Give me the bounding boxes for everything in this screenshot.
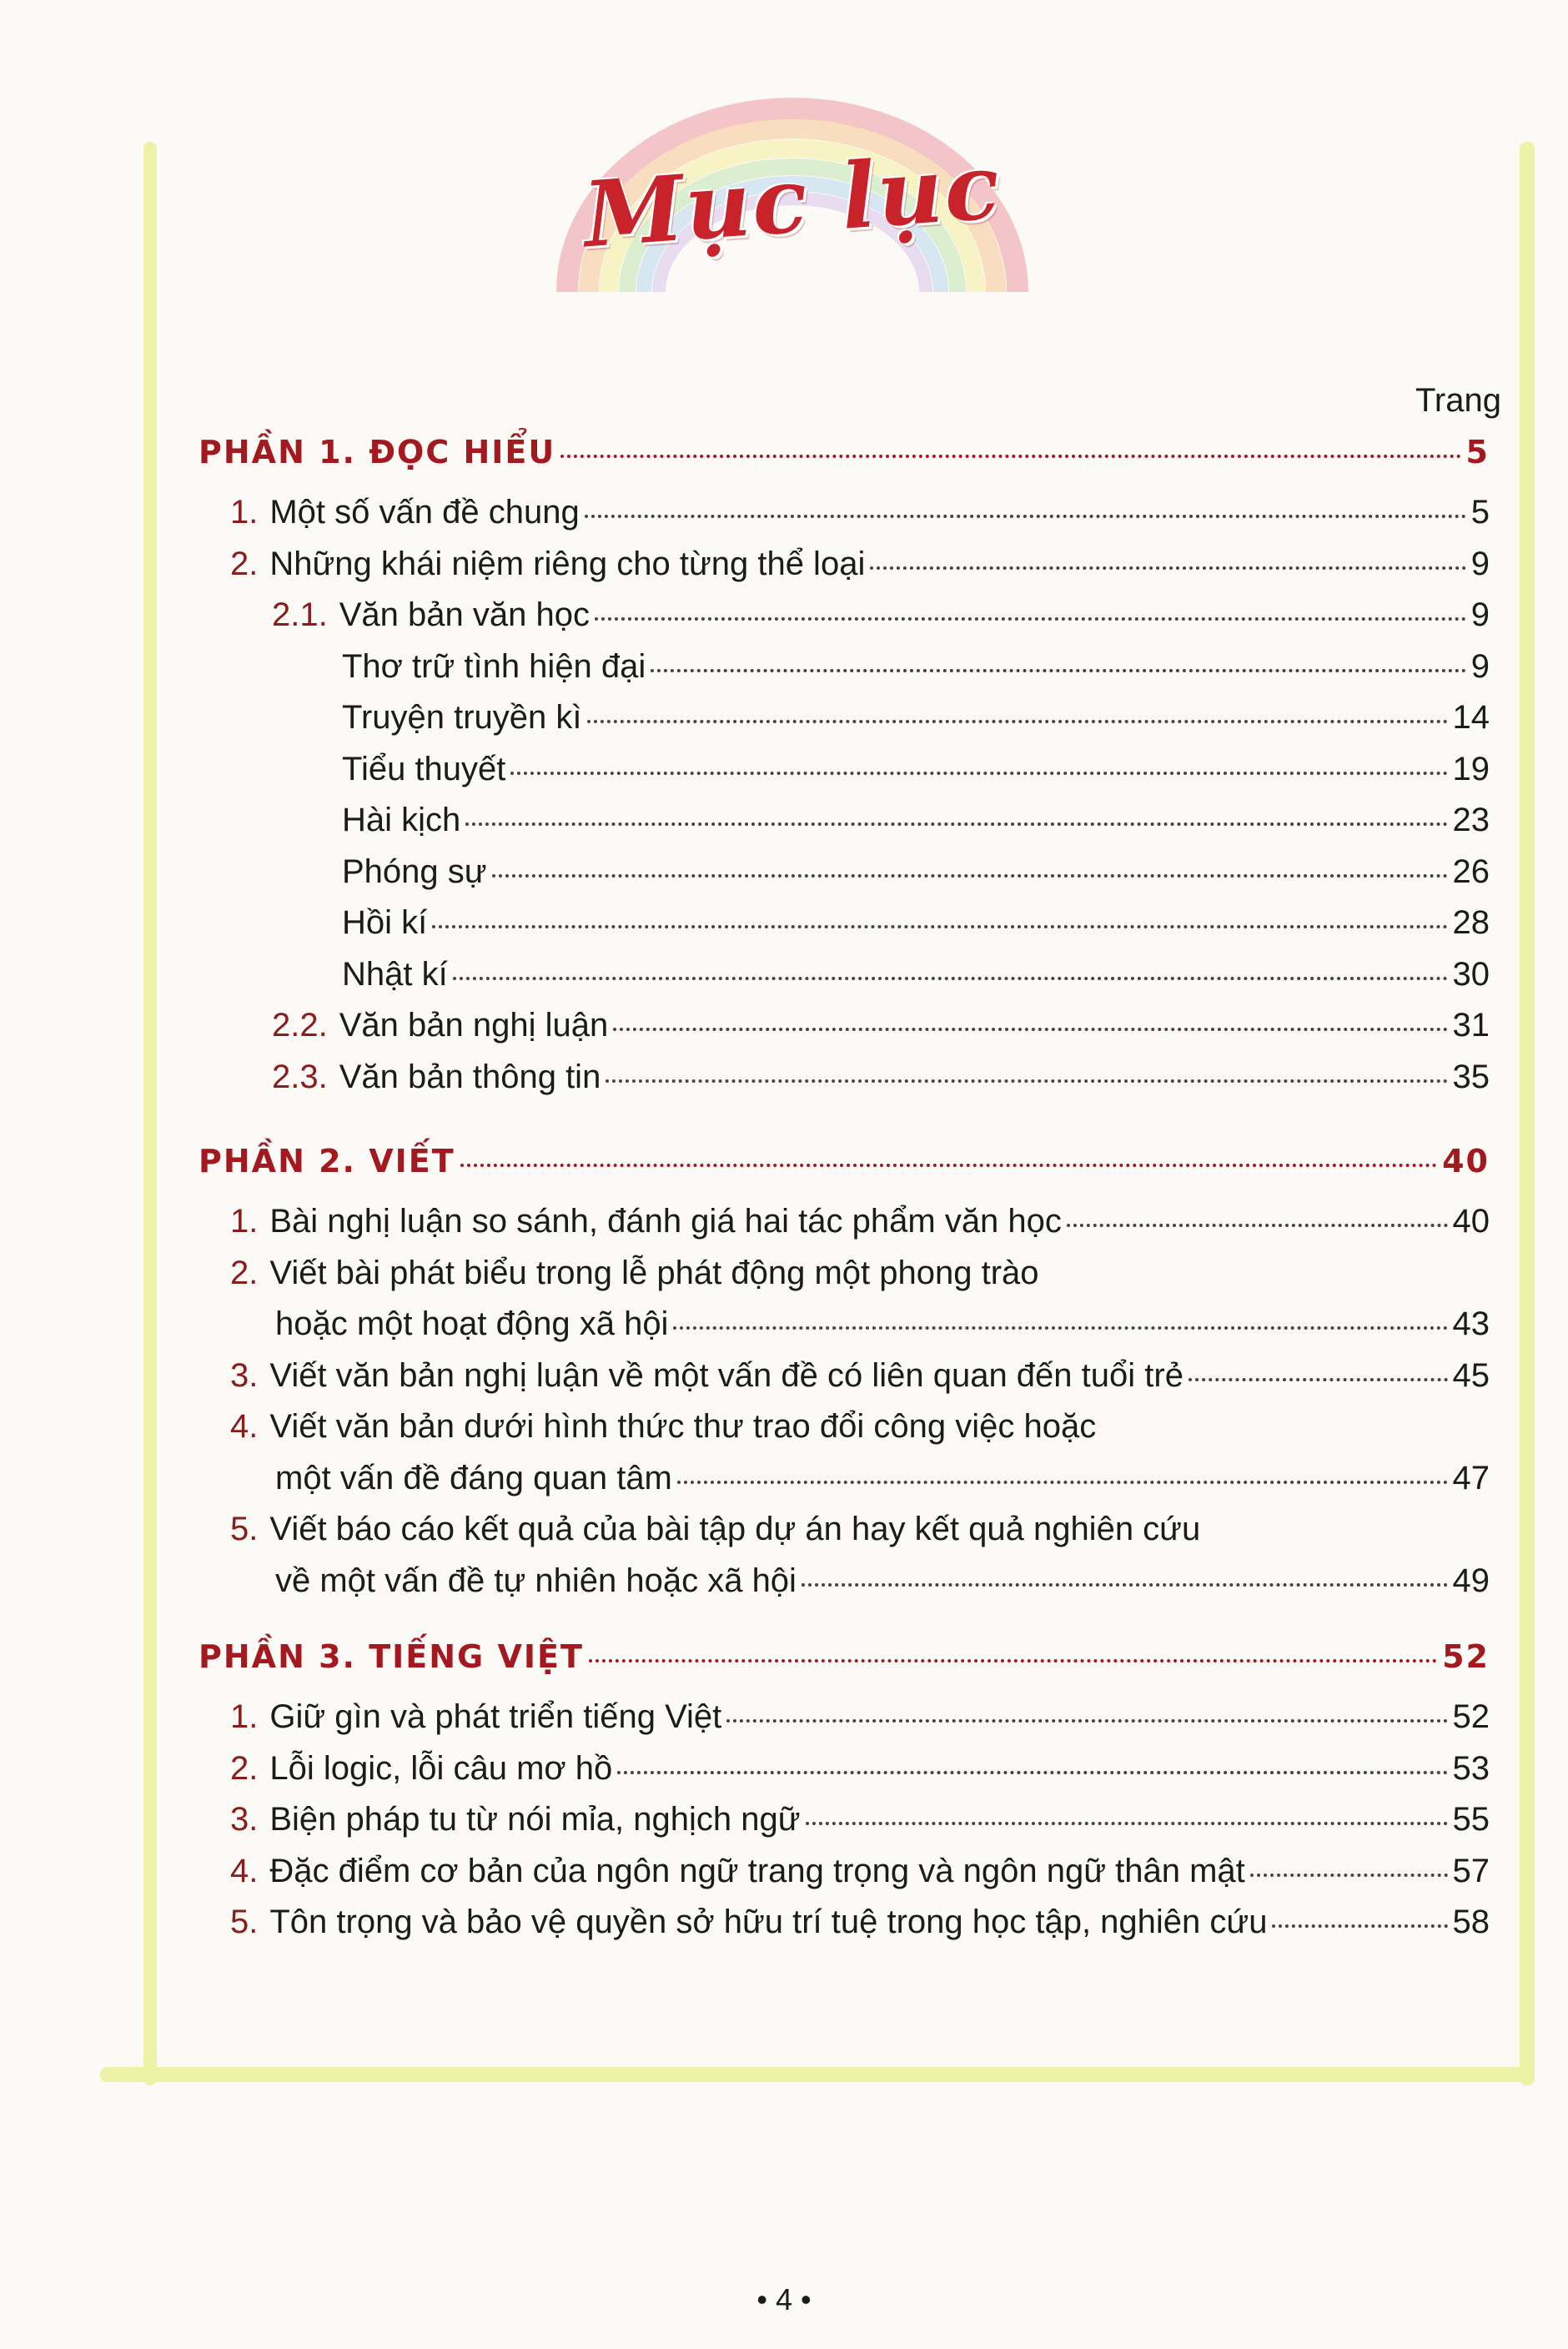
- frame-bottom-bar: [100, 2067, 1535, 2082]
- entry-label: hoặc một hoạt động xã hội: [275, 1305, 669, 1342]
- toc-entry[interactable]: [272, 1059, 1490, 1096]
- section-heading[interactable]: [199, 1143, 1490, 1180]
- dot-leader: [613, 1028, 1447, 1031]
- dot-leader: [453, 977, 1448, 980]
- toc-entry[interactable]: [230, 1511, 1200, 1548]
- entry-label: Viết văn bản nghị luận về một vấn đề có liên quan đến tuổi trẻ: [269, 1356, 1184, 1394]
- dot-leader: [560, 455, 1460, 458]
- item-number: 2.: [230, 1749, 259, 1787]
- page-ref: 35: [1452, 1058, 1490, 1095]
- dot-leader: [492, 874, 1448, 878]
- page-ref: 57: [1452, 1852, 1490, 1889]
- page-ref: 58: [1452, 1904, 1490, 1940]
- item-number: 3.: [230, 1356, 259, 1394]
- section-heading[interactable]: [199, 434, 1490, 470]
- page-ref: 5: [1470, 494, 1490, 531]
- dot-leader: [802, 1583, 1448, 1587]
- entry-label: PHẦN 3. TIẾNG VIỆT: [199, 1638, 584, 1675]
- entry-label: Tiểu thuyết: [342, 750, 506, 787]
- item-number: 1.: [230, 1698, 259, 1735]
- page-column-header: Trang: [1415, 382, 1501, 419]
- toc-entry[interactable]: [230, 1255, 1039, 1292]
- toc-entry[interactable]: [272, 596, 1490, 634]
- dot-leader: [677, 1481, 1448, 1484]
- entry-label: Nhật kí: [342, 955, 448, 993]
- page-ref: 52: [1442, 1638, 1490, 1675]
- item-number: 1.: [230, 1203, 259, 1240]
- entry-label: Viết báo cáo kết quả của bài tập dự án hay kết quả nghiên cứu: [269, 1511, 1201, 1547]
- page-ref: 40: [1452, 1203, 1490, 1240]
- page-ref: 31: [1452, 1007, 1490, 1044]
- item-number: 3.: [230, 1801, 259, 1838]
- dot-leader: [726, 1719, 1447, 1723]
- item-number: 4.: [230, 1852, 259, 1889]
- frame-right-bar: [1520, 142, 1535, 2085]
- dot-leader: [606, 1079, 1447, 1083]
- dot-leader: [510, 772, 1447, 775]
- page-ref: 23: [1452, 802, 1490, 838]
- dot-leader: [585, 515, 1466, 518]
- toc-entry[interactable]: [342, 853, 1490, 891]
- dot-leader: [1272, 1924, 1447, 1928]
- dot-leader: [1067, 1224, 1448, 1227]
- toc-entry[interactable]: [230, 1801, 1490, 1838]
- page-ref: 28: [1452, 904, 1490, 941]
- page-ref: 5: [1465, 434, 1490, 470]
- dot-leader: [870, 566, 1465, 570]
- page-ref: 40: [1442, 1143, 1490, 1180]
- page-ref: 30: [1452, 955, 1490, 993]
- toc-entry[interactable]: [342, 648, 1490, 686]
- page-title: Mục lục: [580, 133, 1005, 269]
- toc-entry[interactable]: [342, 751, 1490, 788]
- toc-entry[interactable]: [230, 1203, 1490, 1240]
- dot-leader: [595, 617, 1466, 621]
- entry-label: PHẦN 1. ĐỌC HIỂU: [199, 434, 556, 470]
- entry-label: Biện pháp tu từ nói mỉa, nghịch ngữ: [269, 1801, 801, 1838]
- item-number: 2.2.: [272, 1007, 328, 1044]
- entry-label: PHẦN 2. VIẾT: [199, 1143, 455, 1180]
- dot-leader: [589, 1659, 1437, 1662]
- entry-label: Viết văn bản dưới hình thức thư trao đổi công việc hoặc: [269, 1408, 1097, 1445]
- entry-label: Giữ gìn và phát triển tiếng Việt: [269, 1698, 722, 1735]
- page-ref: 49: [1452, 1562, 1490, 1599]
- entry-label: Truyện truyền kì: [342, 699, 582, 736]
- item-number: 5.: [230, 1511, 259, 1547]
- toc-entry[interactable]: [342, 956, 1490, 993]
- toc-entry[interactable]: [230, 1853, 1490, 1890]
- dot-leader: [651, 669, 1465, 672]
- page-number: • 4 •: [756, 2282, 812, 2316]
- entry-label: Thơ trữ tình hiện đại: [342, 647, 646, 685]
- page-ref: 52: [1452, 1698, 1490, 1735]
- page-ref: 45: [1452, 1356, 1490, 1394]
- page-ref: 9: [1470, 596, 1490, 633]
- entry-label: Tôn trọng và bảo vệ quyền sở hữu trí tuệ trong học tập, nghiên cứu: [269, 1904, 1268, 1940]
- toc-entry-continuation[interactable]: [275, 1562, 1490, 1600]
- toc-entry[interactable]: [230, 1357, 1490, 1395]
- entry-label: Một số vấn đề chung: [269, 494, 580, 531]
- item-number: 2.1.: [272, 596, 328, 633]
- toc-entry[interactable]: [230, 1750, 1490, 1788]
- page-ref: 53: [1452, 1749, 1490, 1787]
- toc-entry[interactable]: [230, 1904, 1490, 1941]
- item-number: 5.: [230, 1904, 259, 1940]
- entry-label: Những khái niệm riêng cho từng thể loại: [269, 545, 866, 582]
- page-ref: 9: [1470, 545, 1490, 582]
- toc-entry[interactable]: [230, 494, 1490, 531]
- toc-entry[interactable]: [230, 1698, 1490, 1736]
- entry-label: Phóng sự: [342, 853, 487, 890]
- page-ref: 55: [1452, 1801, 1490, 1838]
- item-number: 2.: [230, 545, 259, 582]
- dot-leader: [460, 1164, 1437, 1167]
- dot-leader: [1250, 1874, 1448, 1877]
- toc-entry-continuation[interactable]: [275, 1305, 1490, 1343]
- item-number: 1.: [230, 494, 259, 531]
- frame-left-bar: [143, 142, 157, 2085]
- entry-label: Hài kịch: [342, 802, 461, 838]
- title-banner: [534, 83, 1051, 300]
- dot-leader: [806, 1822, 1448, 1825]
- page-ref: 43: [1452, 1305, 1490, 1342]
- page-ref: 19: [1452, 750, 1490, 787]
- entry-label: Văn bản nghị luận: [339, 1007, 609, 1044]
- entry-label: Đặc điểm cơ bản của ngôn ngữ trang trọng và ngôn ngữ thân mật: [269, 1852, 1245, 1889]
- entry-label: Hồi kí: [342, 904, 428, 941]
- entry-label: một vấn đề đáng quan tâm: [275, 1459, 672, 1496]
- entry-label: Viết bài phát biểu trong lễ phát động một phong trào: [269, 1254, 1039, 1291]
- entry-label: Văn bản văn học: [339, 596, 590, 633]
- dot-leader: [673, 1326, 1447, 1330]
- toc-entry-continuation[interactable]: [275, 1460, 1490, 1497]
- dot-leader: [617, 1771, 1447, 1774]
- toc-entry[interactable]: [230, 546, 1490, 583]
- toc-entry[interactable]: [230, 1408, 1096, 1446]
- page-ref: 14: [1452, 699, 1490, 736]
- page-ref: 47: [1452, 1459, 1490, 1496]
- page-ref: 9: [1470, 647, 1490, 685]
- entry-label: Lỗi logic, lỗi câu mơ hồ: [269, 1749, 613, 1787]
- section-heading[interactable]: [199, 1638, 1490, 1675]
- entry-label: Bài nghị luận so sánh, đánh giá hai tác phẩm văn học: [269, 1203, 1062, 1240]
- toc-entry[interactable]: [342, 904, 1490, 942]
- dot-leader: [465, 822, 1447, 826]
- entry-label: về một vấn đề tự nhiên hoặc xã hội: [275, 1562, 797, 1599]
- dot-leader: [587, 720, 1448, 723]
- item-number: 2.3.: [272, 1058, 328, 1095]
- dot-leader: [432, 925, 1447, 928]
- toc-entry[interactable]: [342, 802, 1490, 839]
- toc-entry[interactable]: [342, 699, 1490, 737]
- page-ref: 26: [1452, 853, 1490, 890]
- entry-label: Văn bản thông tin: [339, 1058, 601, 1095]
- toc-entry[interactable]: [272, 1007, 1490, 1044]
- item-number: 2.: [230, 1254, 259, 1291]
- item-number: 4.: [230, 1408, 259, 1445]
- dot-leader: [1189, 1378, 1448, 1381]
